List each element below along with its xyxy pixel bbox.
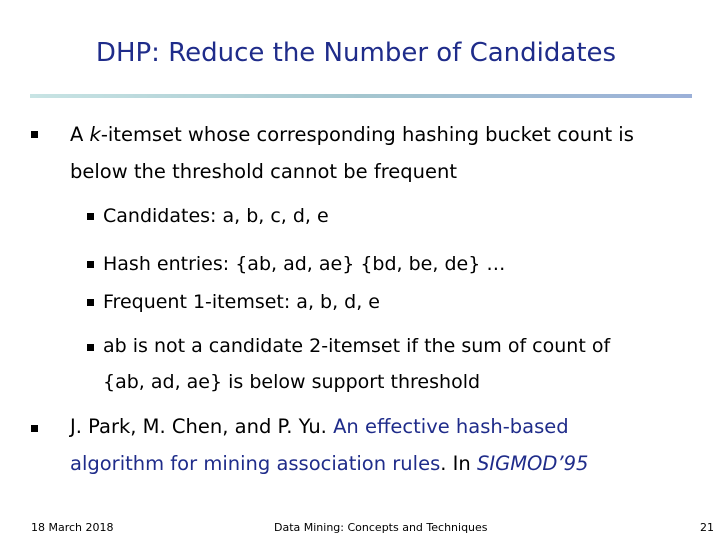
bullet-2-line-2 [70, 452, 588, 476]
bullet-1-line-2: below the threshold cannot be frequent [70, 160, 458, 183]
paper-title-link[interactable]: algorithm for mining association rules [70, 452, 441, 475]
sub-bullet-marker [87, 299, 94, 306]
footer-title: Data Mining: Concepts and Techniques [274, 521, 488, 534]
sub-bullet-marker [87, 344, 94, 351]
footer-date: 18 March 2018 [31, 521, 114, 534]
bullet-1-text-a: A [70, 123, 90, 146]
bullet-2-line-1 [70, 415, 569, 439]
sub-bullet-ab-line-2: {ab, ad, ae} is below support threshold [103, 371, 481, 393]
bullet-marker [31, 131, 38, 138]
paper-title-link[interactable]: An effective hash-based [333, 415, 569, 438]
reference-in: . In [440, 452, 477, 475]
sub-bullet-marker [87, 261, 94, 268]
sub-bullet-hash-entries: Hash entries: {ab, ad, ae} {bd, be, de} … [103, 253, 506, 275]
slide-title: DHP: Reduce the Number of Candidates [95, 38, 617, 68]
reference-venue: SIGMOD’95 [476, 452, 589, 475]
sub-bullet-frequent: Frequent 1-itemset: a, b, d, e [103, 291, 380, 313]
bullet-marker [31, 425, 38, 432]
footer-page-number: 21 [700, 521, 714, 534]
title-divider [30, 94, 692, 98]
sub-bullet-ab-line-1: ab is not a candidate 2-itemset if the sum of count of [103, 335, 611, 357]
sub-bullet-marker [87, 213, 94, 220]
bullet-1-line-1 [70, 123, 634, 147]
reference-authors: J. Park, M. Chen, and P. Yu. [70, 415, 334, 438]
k-variable: k [89, 123, 101, 146]
sub-bullet-candidates: Candidates: a, b, c, d, e [103, 205, 329, 227]
bullet-1-text-b: -itemset whose corresponding hashing bucket count is [100, 123, 634, 146]
